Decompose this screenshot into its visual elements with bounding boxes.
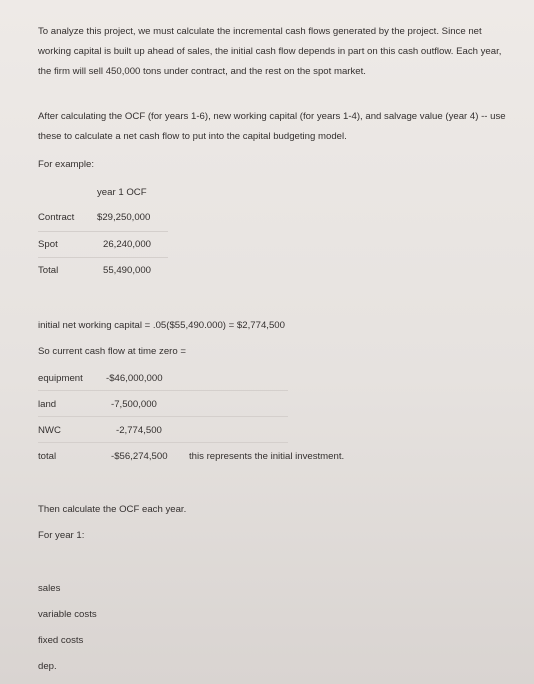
ocf-item-label: fixed costs [38,635,84,646]
initial-row-value: -$46,000,000 [106,373,163,384]
initial-investment-note: this represents the initial investment. [189,451,345,462]
initial-row-label: land [38,399,57,410]
table-rule [38,231,168,232]
ocf-each-year-line: Then calculate the OCF each year. [38,504,187,515]
ocf-row-value: 26,240,000 [103,239,152,250]
ocf-item-label: sales [38,583,61,594]
initial-row-value: -2,774,500 [116,425,162,436]
initial-row-label: equipment [38,373,83,384]
initial-row-label: total [38,451,57,462]
initial-row-value: -7,500,000 [111,399,157,410]
initial-row-value: -$56,274,500 [111,451,168,462]
ocf-row-label: Total [38,265,59,276]
intro-paragraph-1: To analyze this project, we must calculate the incremental cash flows generated by the project. Since net working capital is built up ahead of sales, the initial cash flow depends in part on this cash outflow. Each year, the firm will sell 450,000 tons under contract, and the rest on the spot market. [38,26,502,77]
table-rule [38,416,288,417]
ocf-item-label: dep. [38,661,57,672]
for-year-label: For year 1: [38,530,85,541]
table-rule [38,257,168,258]
time-zero-line: So current cash flow at time zero = [38,346,186,357]
example-label: For example: [38,159,94,170]
nwc-formula: initial net working capital = .05($55,490.000) = $2,774,500 [38,320,285,331]
ocf-row-label: Spot [38,239,58,250]
ocf-row-value: 55,490,000 [103,265,152,276]
intro-paragraph-2: After calculating the OCF (for years 1-6), new working capital (for years 1-4), and salvage value (year 4) -- use these to calculate a net cash flow to put into the capital budgeting model. [38,111,506,142]
ocf-row-value: $29,250,000 [97,212,151,223]
ocf-item-label: variable costs [38,609,97,620]
table-rule [38,390,288,391]
ocf-row-label: Contract [38,212,75,223]
table-rule [38,442,288,443]
initial-row-label: NWC [38,425,61,436]
ocf-table-header: year 1 OCF [97,187,147,198]
